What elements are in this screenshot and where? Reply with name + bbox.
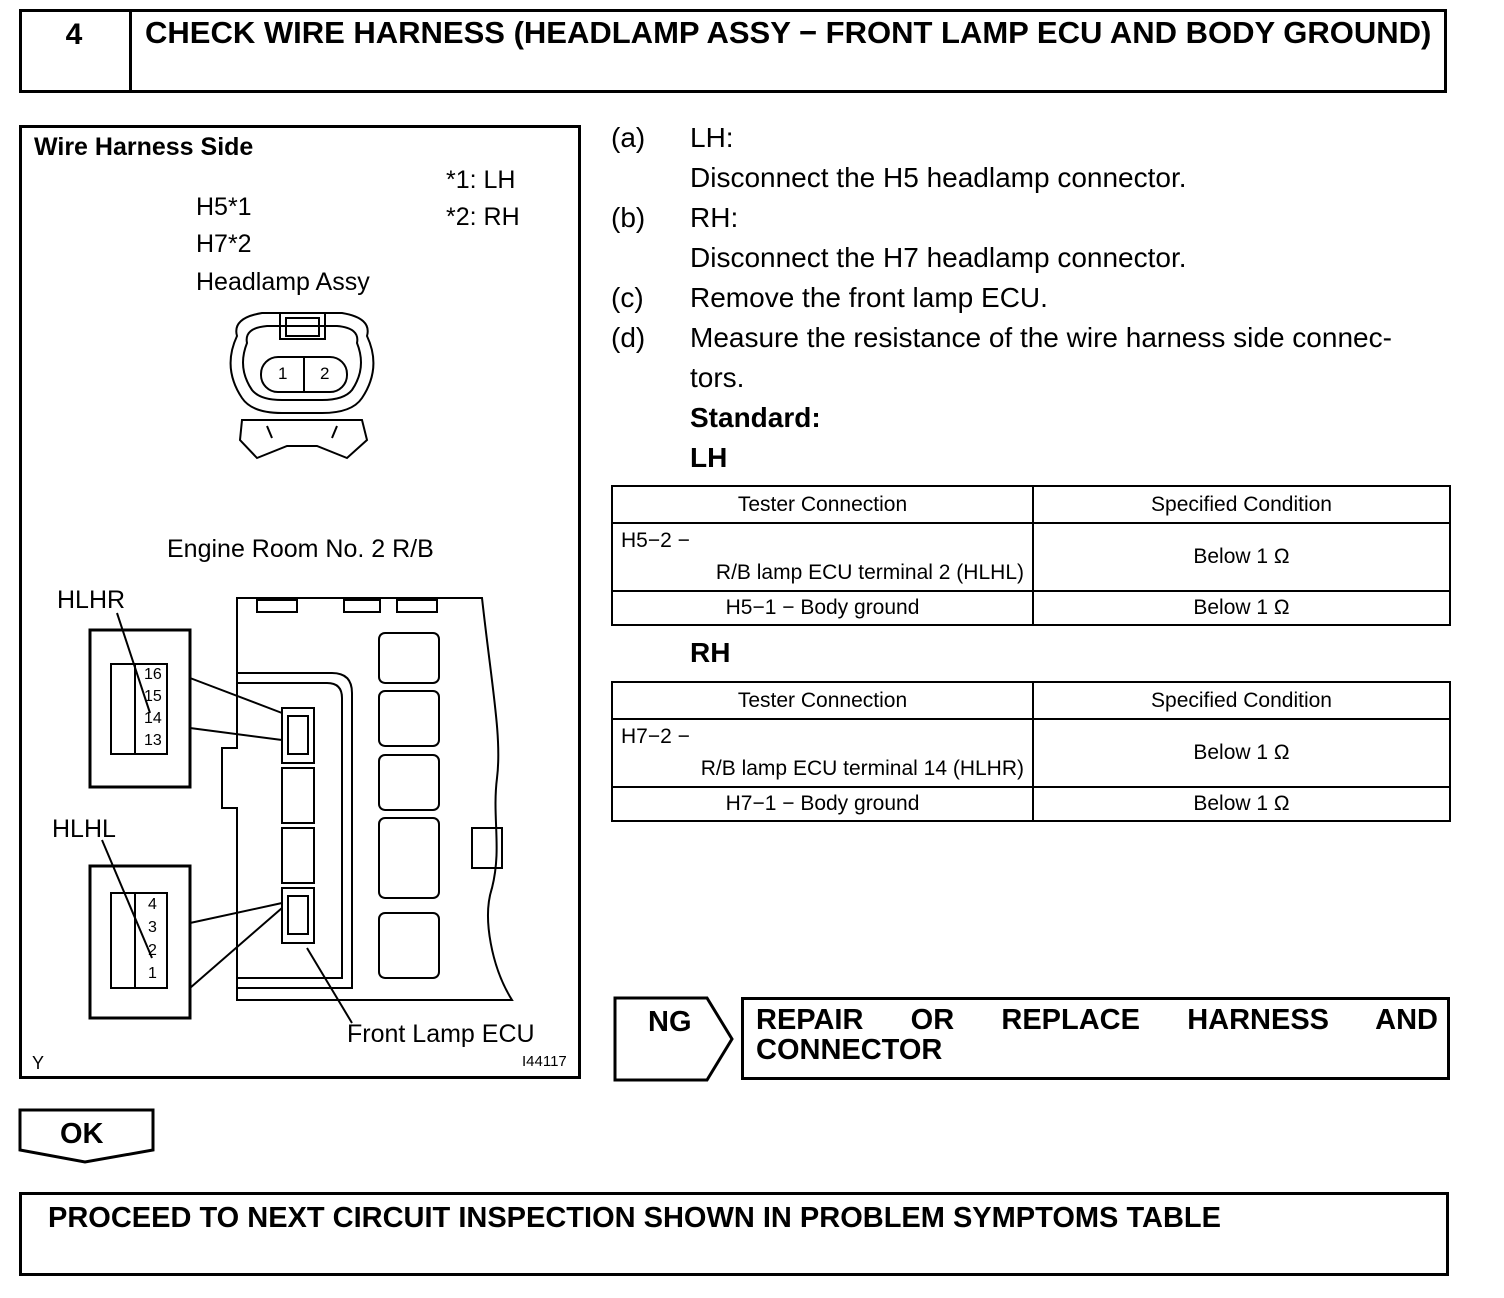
step-a-letter: (a) bbox=[611, 122, 646, 153]
illustration-title: Wire Harness Side bbox=[34, 133, 254, 161]
hlhr-pin: 15 bbox=[144, 688, 162, 705]
tester-connection-cell: H5−1 − Body ground bbox=[612, 591, 1033, 625]
hlhl-pin: 4 bbox=[148, 896, 157, 913]
table-row bbox=[612, 719, 1450, 787]
headlamp-assy-label: Headlamp Assy bbox=[196, 268, 370, 296]
tester-connection-cell: H7−1 − Body ground bbox=[612, 787, 1033, 821]
ok-label: OK bbox=[60, 1118, 104, 1150]
tester-connection-cell bbox=[612, 719, 1033, 787]
hlhr-pin: 14 bbox=[144, 710, 162, 727]
connection-line: R/B lamp ECU terminal 2 (HLHL) bbox=[715, 561, 1024, 584]
step-title: CHECK WIRE HARNESS (HEADLAMP ASSY − FRONT LAMP ECU AND BODY GROUND) bbox=[145, 15, 1432, 50]
lh-label: LH bbox=[690, 442, 728, 473]
ng-action-text: REPAIR OR REPLACE HARNESS AND bbox=[756, 1004, 1438, 1036]
column-header: Tester Connection bbox=[612, 486, 1033, 523]
next-step-text: PROCEED TO NEXT CIRCUIT INSPECTION SHOWN IN PROBLEM SYMPTOMS TABLE bbox=[48, 1202, 1221, 1234]
ng-action-text: CONNECTOR bbox=[756, 1034, 943, 1066]
step-a-text: Disconnect the H5 headlamp connector. bbox=[690, 162, 1187, 193]
step-c-letter: (c) bbox=[611, 282, 644, 313]
standard-label: Standard: bbox=[690, 402, 821, 433]
column-header: Specified Condition bbox=[1033, 486, 1450, 523]
footnote-rh: *2: RH bbox=[446, 203, 520, 231]
step-a-text: LH: bbox=[690, 122, 734, 153]
table-row bbox=[612, 787, 1450, 821]
step-b-letter: (b) bbox=[611, 202, 646, 233]
footnote-lh: *1: LH bbox=[446, 166, 516, 194]
table-row bbox=[612, 591, 1450, 625]
hlhl-pin: 1 bbox=[148, 965, 157, 982]
step-b-text: RH: bbox=[690, 202, 739, 233]
hlhr-label: HLHR bbox=[57, 586, 126, 614]
column-header: Specified Condition bbox=[1033, 682, 1450, 719]
hlhr-pin: 13 bbox=[144, 732, 162, 749]
ng-label: NG bbox=[648, 1006, 692, 1038]
step-b-text: Disconnect the H7 headlamp connector. bbox=[690, 242, 1187, 273]
connection-line: H5−2 − bbox=[621, 529, 690, 552]
tester-connection-cell bbox=[612, 523, 1033, 591]
step-c-text: Remove the front lamp ECU. bbox=[690, 282, 1048, 313]
step-d-text: Measure the resistance of the wire harness side connec- bbox=[690, 322, 1392, 353]
wiring-illustration bbox=[19, 125, 581, 1079]
lh-spec-table bbox=[611, 485, 1451, 626]
step-d-letter: (d) bbox=[611, 322, 646, 353]
pin-2-label: 2 bbox=[320, 364, 330, 383]
connector-h5-label: H5*1 bbox=[196, 193, 252, 221]
specified-condition-cell: Below 1 Ω bbox=[1033, 719, 1450, 787]
specified-condition-cell: Below 1 Ω bbox=[1033, 787, 1450, 821]
hlhr-pin: 16 bbox=[144, 666, 162, 683]
corner-mark: Y bbox=[32, 1053, 45, 1073]
table-row bbox=[612, 523, 1450, 591]
pin-1-label: 1 bbox=[278, 364, 288, 383]
connector-h7-label: H7*2 bbox=[196, 230, 252, 258]
hlhl-label: HLHL bbox=[52, 815, 116, 843]
rh-spec-table bbox=[611, 681, 1451, 822]
step-d-text: tors. bbox=[690, 362, 745, 393]
rh-label: RH bbox=[690, 637, 731, 668]
table-header-row bbox=[612, 682, 1450, 719]
hlhl-pin: 3 bbox=[148, 919, 157, 936]
front-lamp-ecu-label: Front Lamp ECU bbox=[347, 1020, 535, 1048]
table-header-row bbox=[612, 486, 1450, 523]
relay-block-label: Engine Room No. 2 R/B bbox=[167, 535, 434, 563]
connection-line: R/B lamp ECU terminal 14 (HLHR) bbox=[700, 757, 1024, 780]
step-number: 4 bbox=[19, 9, 132, 93]
hlhl-pin: 2 bbox=[148, 942, 157, 959]
connection-line: H7−2 − bbox=[621, 725, 690, 748]
figure-id: I44117 bbox=[522, 1053, 567, 1070]
specified-condition-cell: Below 1 Ω bbox=[1033, 523, 1450, 591]
column-header: Tester Connection bbox=[612, 682, 1033, 719]
specified-condition-cell: Below 1 Ω bbox=[1033, 591, 1450, 625]
